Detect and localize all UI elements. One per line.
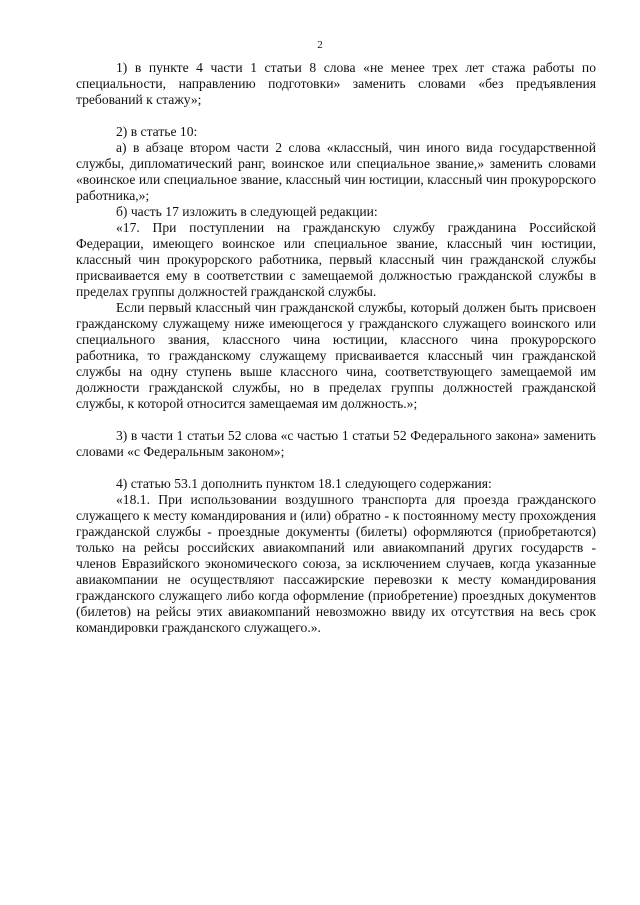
subitem-a: а) в абзаце втором части 2 слова «классный, чин иного вида государственной службы, дипломатический ранг, воинское или специальное звание,» заменить словами «воинское или специальное звание, классный чин юстиции, классный чин прокурорского работника,»;	[76, 140, 596, 203]
amendment-item-3: 3) в части 1 статьи 52 слова «с частью 1 статьи 52 Федерального закона» заменить словами «с Федеральным законом»;	[76, 428, 596, 459]
paragraph-spacer	[76, 460, 596, 476]
amendment-item-2-heading: 2) в статье 10:	[116, 124, 198, 139]
point-18-1-text: «18.1. При использовании воздушного транспорта для проезда гражданского служащего к месту командирования и (или) обратно - к постоянному месту прохождения гражданской службы - проездные документы (билеты) оформляются (приобретаются) только на рейсы российских авиакомпаний или авиакомпаний других государств - членов Евразийского экономического союза, за исключением случаев, когда указанные авиакомпании не осуществляют пассажирские перевозки к месту командирования гражданского служащего либо когда оформление (приобретение) проездных документов (билетов) на рейсы этих авиакомпаний невозможно ввиду их отсутствия на весь срок командировки гражданского служащего.».	[76, 492, 596, 635]
amendment-item-1: 1) в пункте 4 части 1 статьи 8 слова «не менее трех лет стажа работы по специальности, направлению подготовки» заменить словами «без предъявления требований к стажу»;	[76, 60, 596, 107]
part-17-text: «17. При поступлении на гражданскую службу гражданина Российской Федерации, имеющего воинское или специальное звание, классный чин юстиции, классный чин прокурорского работника, первый классный чин гражданской службы присваивается ему в соответствии с замещаемой должностью гражданской службы в пределах группы должностей гражданской службы.	[76, 220, 596, 299]
part-17-second-paragraph: Если первый классный чин гражданской службы, который должен быть присвоен гражданскому служащему ниже имеющегося у гражданского служащего воинского или специального звания, классного чина юстиции, классного чина прокурорского работника, то гражданскому служащему присваивается классный чин гражданской службы на одну ступень выше классного чина, соответствующего замещаемой им должности гражданской службы, но в пределах группы должностей гражданской службы, к которой относится замещаемая им должность.»;	[76, 300, 596, 411]
paragraph-spacer	[76, 412, 596, 428]
document-body	[76, 60, 596, 636]
subitem-b: б) часть 17 изложить в следующей редакции:	[116, 204, 378, 219]
paragraph-spacer	[76, 108, 596, 124]
amendment-item-4: 4) статью 53.1 дополнить пунктом 18.1 следующего содержания:	[116, 476, 492, 491]
page-number: 2	[317, 39, 323, 51]
